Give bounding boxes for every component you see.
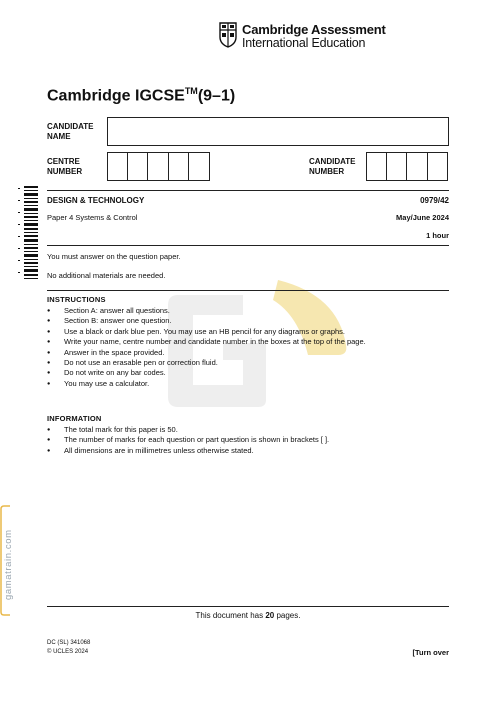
qualification-name: Cambridge IGCSE <box>47 87 185 105</box>
page-title <box>47 86 235 105</box>
list-item: ● Do not use an erasable pen or correction fluid. <box>47 358 366 368</box>
list-item: ● All dimensions are in millimetres unless otherwise stated. <box>47 446 329 456</box>
list-item: ● Do not write on any bar codes. <box>47 368 366 378</box>
digit-box[interactable] <box>169 152 190 181</box>
candidate-number-label <box>309 157 356 177</box>
barcode-icon <box>18 186 40 282</box>
label-line: CANDIDATE <box>47 122 94 131</box>
digit-box[interactable] <box>387 152 408 181</box>
candidate-name-label <box>47 122 94 142</box>
divider <box>47 245 449 246</box>
centre-number-label <box>47 157 82 177</box>
divider <box>47 190 449 191</box>
list-item: ● You may use a calculator. <box>47 379 366 389</box>
trademark: TM <box>184 86 198 96</box>
digit-box[interactable] <box>148 152 169 181</box>
candidate-number-field[interactable] <box>366 152 448 181</box>
label-line: NAME <box>47 132 71 141</box>
document-ref: DC (SL) 341068 <box>47 640 91 646</box>
turn-over-note: [Turn over <box>412 648 449 657</box>
answer-note: You must answer on the question paper. <box>47 252 181 261</box>
digit-box[interactable] <box>407 152 428 181</box>
exam-duration: 1 hour <box>426 231 449 240</box>
information-heading: INFORMATION <box>47 414 102 423</box>
information-list <box>47 425 329 456</box>
page-count: 20 <box>265 611 275 620</box>
list-item: ● Use a black or dark blue pen. You may use an HB pencil for any diagrams or graphs. <box>47 327 366 337</box>
divider <box>47 606 449 607</box>
divider <box>47 290 449 291</box>
label-line: NUMBER <box>47 167 83 176</box>
cambridge-crest-icon <box>219 22 237 48</box>
org-name-line1: Cambridge Assessment <box>242 22 386 37</box>
side-watermark-text: gamatrain.com <box>3 529 14 600</box>
org-name-line2: International Education <box>242 36 366 50</box>
copyright: © UCLES 2024 <box>47 649 89 655</box>
grade-range: (9–1) <box>197 87 236 105</box>
exam-session: May/June 2024 <box>396 213 449 222</box>
digit-box[interactable] <box>128 152 149 181</box>
digit-box[interactable] <box>366 152 387 181</box>
list-item: ● The number of marks for each question or part question is shown in brackets [ ]. <box>47 435 329 445</box>
centre-number-field[interactable] <box>107 152 210 181</box>
list-item: ● Section A: answer all questions. <box>47 306 366 316</box>
page-count-suffix: pages. <box>274 611 301 620</box>
label-line: CENTRE <box>47 157 80 166</box>
label-line: NUMBER <box>309 167 345 176</box>
instructions-list <box>47 306 366 389</box>
materials-note: No additional materials are needed. <box>47 271 166 280</box>
label-line: CANDIDATE <box>309 157 356 166</box>
candidate-name-field[interactable] <box>107 117 449 146</box>
paper-title: Paper 4 Systems & Control <box>47 213 138 222</box>
digit-box[interactable] <box>107 152 128 181</box>
page-count-note <box>0 611 496 620</box>
list-item: ● The total mark for this paper is 50. <box>47 425 329 435</box>
paper-code: 0979/42 <box>420 196 449 205</box>
instructions-heading: INSTRUCTIONS <box>47 295 106 304</box>
list-item: ● Write your name, centre number and candidate number in the boxes at the top of the page. <box>47 337 366 347</box>
digit-box[interactable] <box>428 152 449 181</box>
page-count-prefix: This document has <box>195 611 266 620</box>
list-item: ● Section B: answer one question. <box>47 316 366 326</box>
list-item: ● Answer in the space provided. <box>47 348 366 358</box>
digit-box[interactable] <box>189 152 210 181</box>
subject-name: DESIGN & TECHNOLOGY <box>47 196 145 205</box>
